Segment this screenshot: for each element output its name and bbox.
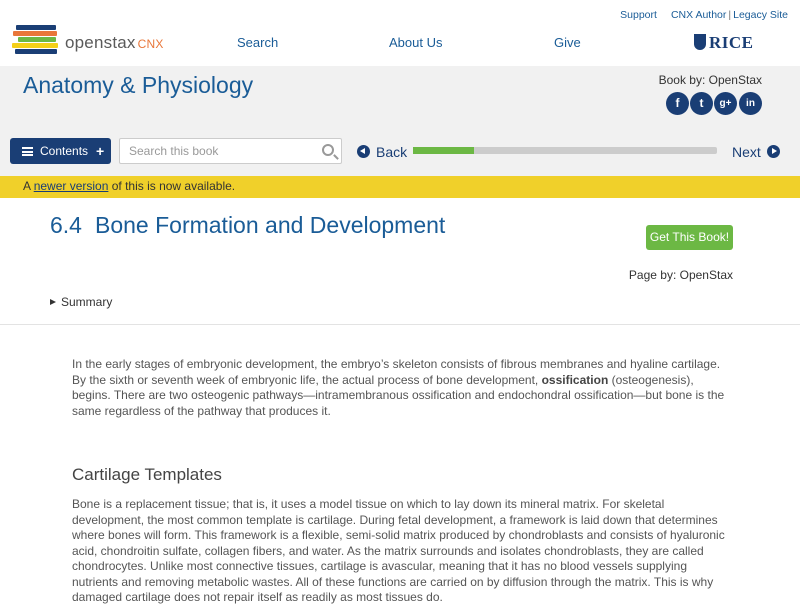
- cartilage-templates-heading: Cartilage Templates: [72, 465, 222, 484]
- support-link[interactable]: Support: [620, 9, 657, 21]
- rice-shield-icon: [694, 34, 706, 50]
- linkedin-icon[interactable]: in: [739, 92, 762, 115]
- get-this-book-button[interactable]: Get This Book!: [646, 225, 733, 250]
- intro-paragraph: [72, 357, 732, 419]
- openstax-cnx-logo[interactable]: [12, 24, 172, 58]
- utility-links: Support CNX Author | Legacy Site: [620, 9, 788, 21]
- rice-logo[interactable]: [694, 33, 754, 53]
- next-arrow-icon[interactable]: [767, 145, 780, 158]
- ossification-term: ossification: [541, 372, 609, 387]
- summary-label: Summary: [61, 295, 113, 309]
- search-icon[interactable]: [322, 144, 334, 156]
- nav-about-us[interactable]: About Us: [389, 35, 443, 50]
- next-button[interactable]: Next: [732, 144, 761, 160]
- nav-search[interactable]: Search: [237, 35, 279, 50]
- progress-fill: [413, 147, 474, 154]
- list-icon: [22, 147, 33, 156]
- book-progress-bar: [413, 147, 717, 154]
- divider: [0, 324, 800, 325]
- notice-prefix: A: [23, 179, 34, 193]
- cnx-author-link[interactable]: CNX Author: [670, 9, 727, 21]
- plus-icon: +: [96, 143, 105, 159]
- search-box[interactable]: [119, 138, 342, 164]
- rice-wordmark: RICE: [709, 33, 754, 52]
- page-by: Page by: OpenStax: [628, 268, 733, 282]
- logo-wordmark: openstax CNX: [65, 33, 164, 52]
- legacy-site-link[interactable]: Legacy Site: [733, 9, 788, 21]
- disclosure-triangle-icon: [50, 299, 56, 305]
- page-title: Bone Formation and Development: [95, 212, 446, 238]
- search-input[interactable]: [129, 143, 309, 159]
- summary-toggle[interactable]: [50, 295, 112, 309]
- twitter-icon[interactable]: t: [690, 92, 713, 115]
- newer-version-link[interactable]: newer version: [33, 179, 109, 193]
- contents-label: Contents: [40, 144, 89, 158]
- contents-button[interactable]: [10, 138, 111, 164]
- book-by: Book by: OpenStax: [658, 73, 762, 87]
- newer-version-notice: [0, 176, 800, 198]
- nav-give[interactable]: Give: [554, 35, 581, 50]
- logo-books-icon: [12, 24, 62, 56]
- book-title[interactable]: Anatomy & Physiology: [23, 72, 254, 98]
- section-number: 6.4: [50, 212, 82, 238]
- facebook-icon[interactable]: f: [666, 92, 689, 115]
- intro-text-cont: (osteogenesis), begins. There are two osteogenic pathways—intramembranous ossification and endochondral ossification—but bone is the same regardless of the pathway that produces it.: [72, 372, 725, 418]
- site-header: [0, 0, 800, 66]
- back-arrow-icon[interactable]: [357, 145, 370, 158]
- google-plus-icon[interactable]: g+: [714, 92, 737, 115]
- back-button[interactable]: Back: [376, 144, 408, 160]
- notice-suffix: of this is now available.: [108, 179, 236, 193]
- intro-text: In the early stages of embryonic development, the embryo’s skeleton consists of fibrous membranes and hyaline cartilage. By the sixth or seventh week of embryonic life, the actual process of bone development,: [72, 357, 721, 387]
- cartilage-paragraph: Bone is a replacement tissue; that is, it uses a model tissue on which to lay down its mineral matrix. For skeletal development, the most common template is cartilage. During fetal development, a framework is laid down that determines where bones will form. This framework is a flexible, semi-solid matrix produced by chondroblasts and consists of hyaluronic acid, chondroitin sulfate, collagen fibers, and water. As the matrix surrounds and isolates chondroblasts, they are called chondrocytes. Unlike most connective tissues, cartilage is avascular, meaning that it has no blood vessels supplying nutrients and removing metabolic wastes. All of these functions are carried on by diffusion through the matrix. This is why damaged cartilage does not repair itself as readily as most tissues do.: [72, 497, 725, 604]
